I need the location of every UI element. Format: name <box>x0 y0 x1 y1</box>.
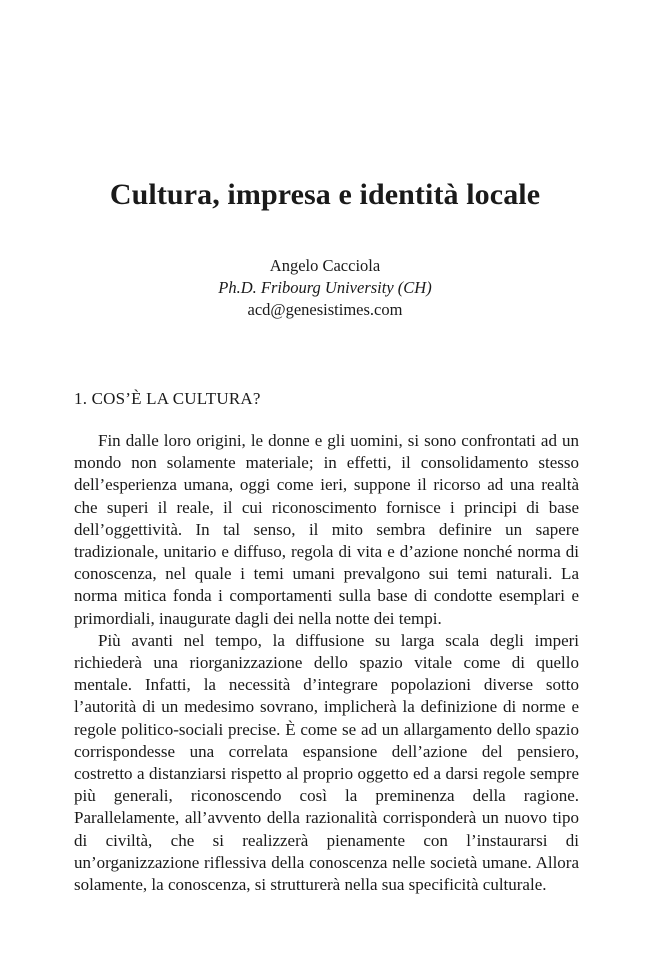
section-heading: 1. COS’È LA CULTURA? <box>74 389 261 408</box>
paragraph: Più avanti nel tempo, la diffusione su larga scala degli imperi richiederà una riorganizzazione dello spazio vitale come di quello mentale. Infatti, la necessità d’integrare popolazioni diverse sotto l’autorità di un medesimo sovrano, implicherà la definizione di norme e regole politico-sociali precise. È come se ad un allargamento dello spazio corrispondesse una correlata espansione dell’azione del pensiero, costretto a distanziarsi rispetto al proprio oggetto ed a darsi regole sempre più generali, riconoscendo così la preminenza della ragione. Parallelamente, all’avvento della razionalità corrisponderà un nuovo tipo di civiltà, che si realizzerà pienamente con l’instaurarsi di un’organizzazione riflessiva della conoscenza nelle società umane. Allora solamente, la conoscenza, si strutturerà nella sua specificità culturale. <box>74 630 579 895</box>
author-affiliation: Ph.D. Fribourg University (CH) <box>218 278 432 297</box>
author-email: acd@genesistimes.com <box>247 300 403 319</box>
paragraph: Fin dalle loro origini, le donne e gli uomini, si sono confrontati ad un mondo non solamente materiale; in effetti, il consolidamento stesso dell’esperienza umana, oggi come ieri, suppone il ricorso ad una realtà che superi il reale, il cui riconoscimento fornisce i principi di base dell’oggettività. In tal senso, il mito sembra definire un sapere tradizionale, unitario e diffuso, regola di vita e d’azione nonché norma di conoscenza, nel quale i temi umani prevalgono sui temi naturali. La norma mitica fonda i comportamenti sulla base di condotte esemplari e primordiali, inaugurate dagli dei nella notte dei tempi. <box>74 431 579 628</box>
body-text <box>74 430 579 896</box>
page-title: Cultura, impresa e identità locale <box>109 178 541 211</box>
author-block <box>0 255 650 321</box>
author-name: Angelo Cacciola <box>269 256 381 275</box>
